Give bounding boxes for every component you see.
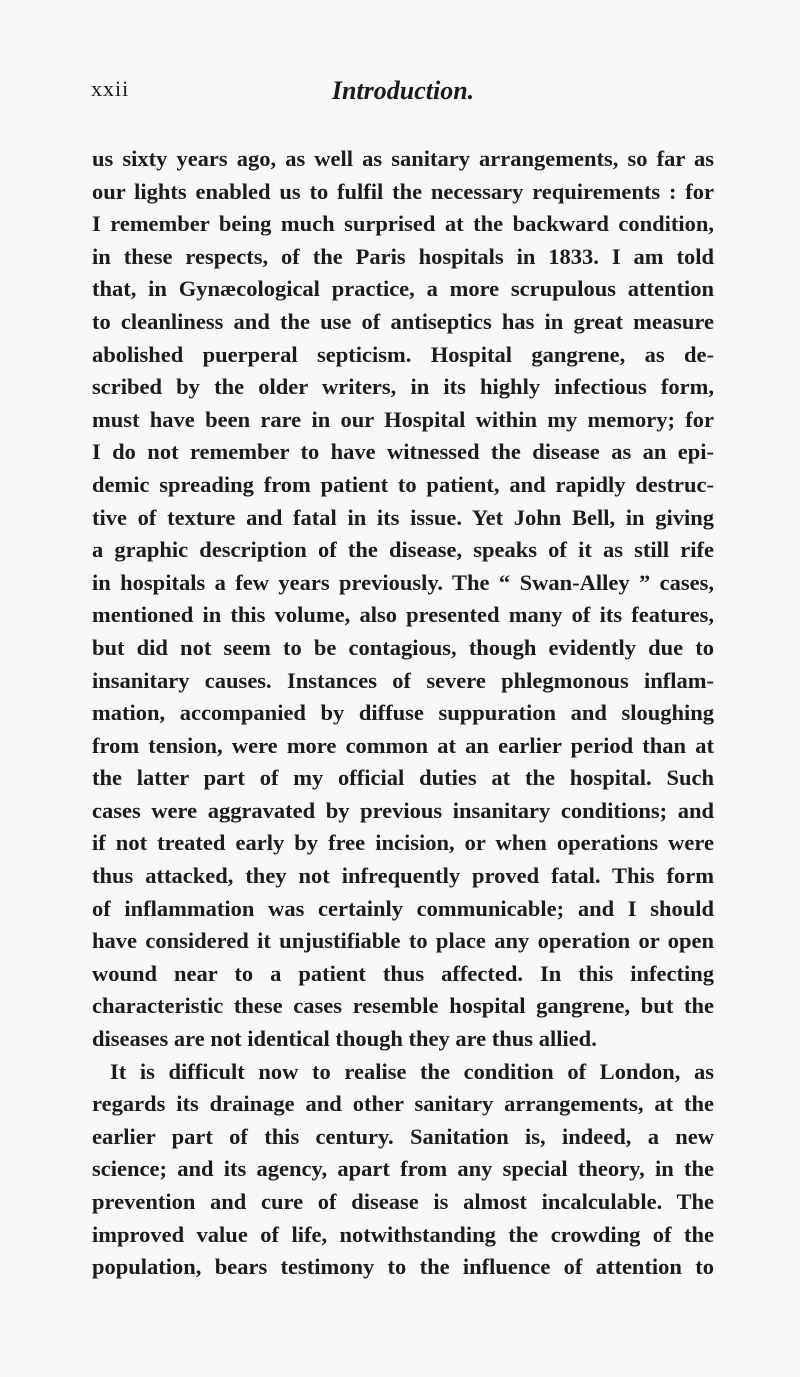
text-line: characteristic these cases resemble hospital gangrene, but the <box>92 993 714 1019</box>
text-line: diseases are not identical though they are thus allied. <box>92 1026 597 1052</box>
text-line: of inflammation was certainly communicable; and I should <box>92 895 714 921</box>
text-line: demic spreading from patient to patient, and rapidly destruc- <box>92 471 714 497</box>
text-line: I do not remember to have witnessed the disease as an epi- <box>92 439 714 465</box>
text-line: our lights enabled us to fulfil the necessary requirements : for <box>92 178 714 204</box>
text-line: earlier part of this century. Sanitation is, indeed, a new <box>92 1123 714 1149</box>
text-line: wound near to a patient thus affected. In this infecting <box>92 960 714 986</box>
text-line: It is difficult now to realise the condition of London, as <box>110 1058 714 1084</box>
text-line: regards its drainage and other sanitary arrangements, at the <box>92 1091 714 1117</box>
text-line: mentioned in this volume, also presented many of its features, <box>92 602 714 628</box>
text-line: but did not seem to be contagious, though evidently due to <box>92 634 714 660</box>
text-line: scribed by the older writers, in its highly infectious form, <box>92 374 714 400</box>
text-line: must have been rare in our Hospital within my memory; for <box>92 406 714 432</box>
text-line: cases were aggravated by previous insanitary conditions; and <box>92 797 714 823</box>
text-line: abolished puerperal septicism. Hospital gangrene, as de- <box>92 341 714 367</box>
text-line: that, in Gynæcological practice, a more scrupulous attention <box>92 276 714 302</box>
running-title: Introduction. <box>331 76 475 105</box>
text-line: population, bears testimony to the influence of attention to <box>92 1254 714 1280</box>
text-line: in hospitals a few years previously. The “ Swan-Alley ” cases, <box>92 569 714 595</box>
text-line: the latter part of my official duties at the hospital. Such <box>92 765 714 791</box>
text-line: insanitary causes. Instances of severe phlegmonous inflam- <box>92 667 714 693</box>
text-line: a graphic description of the disease, speaks of it as still rife <box>92 537 714 563</box>
text-line: have considered it unjustifiable to place any operation or open <box>92 928 714 954</box>
text-line: mation, accompanied by diffuse suppuration and sloughing <box>92 700 714 726</box>
body-text <box>92 143 714 1284</box>
text-line: prevention and cure of disease is almost incalculable. The <box>92 1189 714 1214</box>
text-line: us sixty years ago, as well as sanitary arrangements, so far as <box>92 146 714 171</box>
text-line: I remember being much surprised at the backward condition, <box>92 211 714 237</box>
text-line: in these respects, of the Paris hospitals in 1833. I am told <box>92 243 714 269</box>
page-number: xxii <box>91 76 130 101</box>
text-line: from tension, were more common at an earlier period than at <box>92 732 714 758</box>
text-line: if not treated early by free incision, or when operations were <box>92 830 714 856</box>
text-line: science; and its agency, apart from any special theory, in the <box>92 1156 714 1182</box>
text-line: thus attacked, they not infrequently proved fatal. This form <box>92 863 714 889</box>
text-line: improved value of life, notwithstanding the crowding of the <box>92 1221 714 1247</box>
text-line: tive of texture and fatal in its issue. Yet John Bell, in giving <box>92 504 714 530</box>
text-line: to cleanliness and the use of antiseptics has in great measure <box>92 308 714 334</box>
page-header <box>91 76 715 116</box>
